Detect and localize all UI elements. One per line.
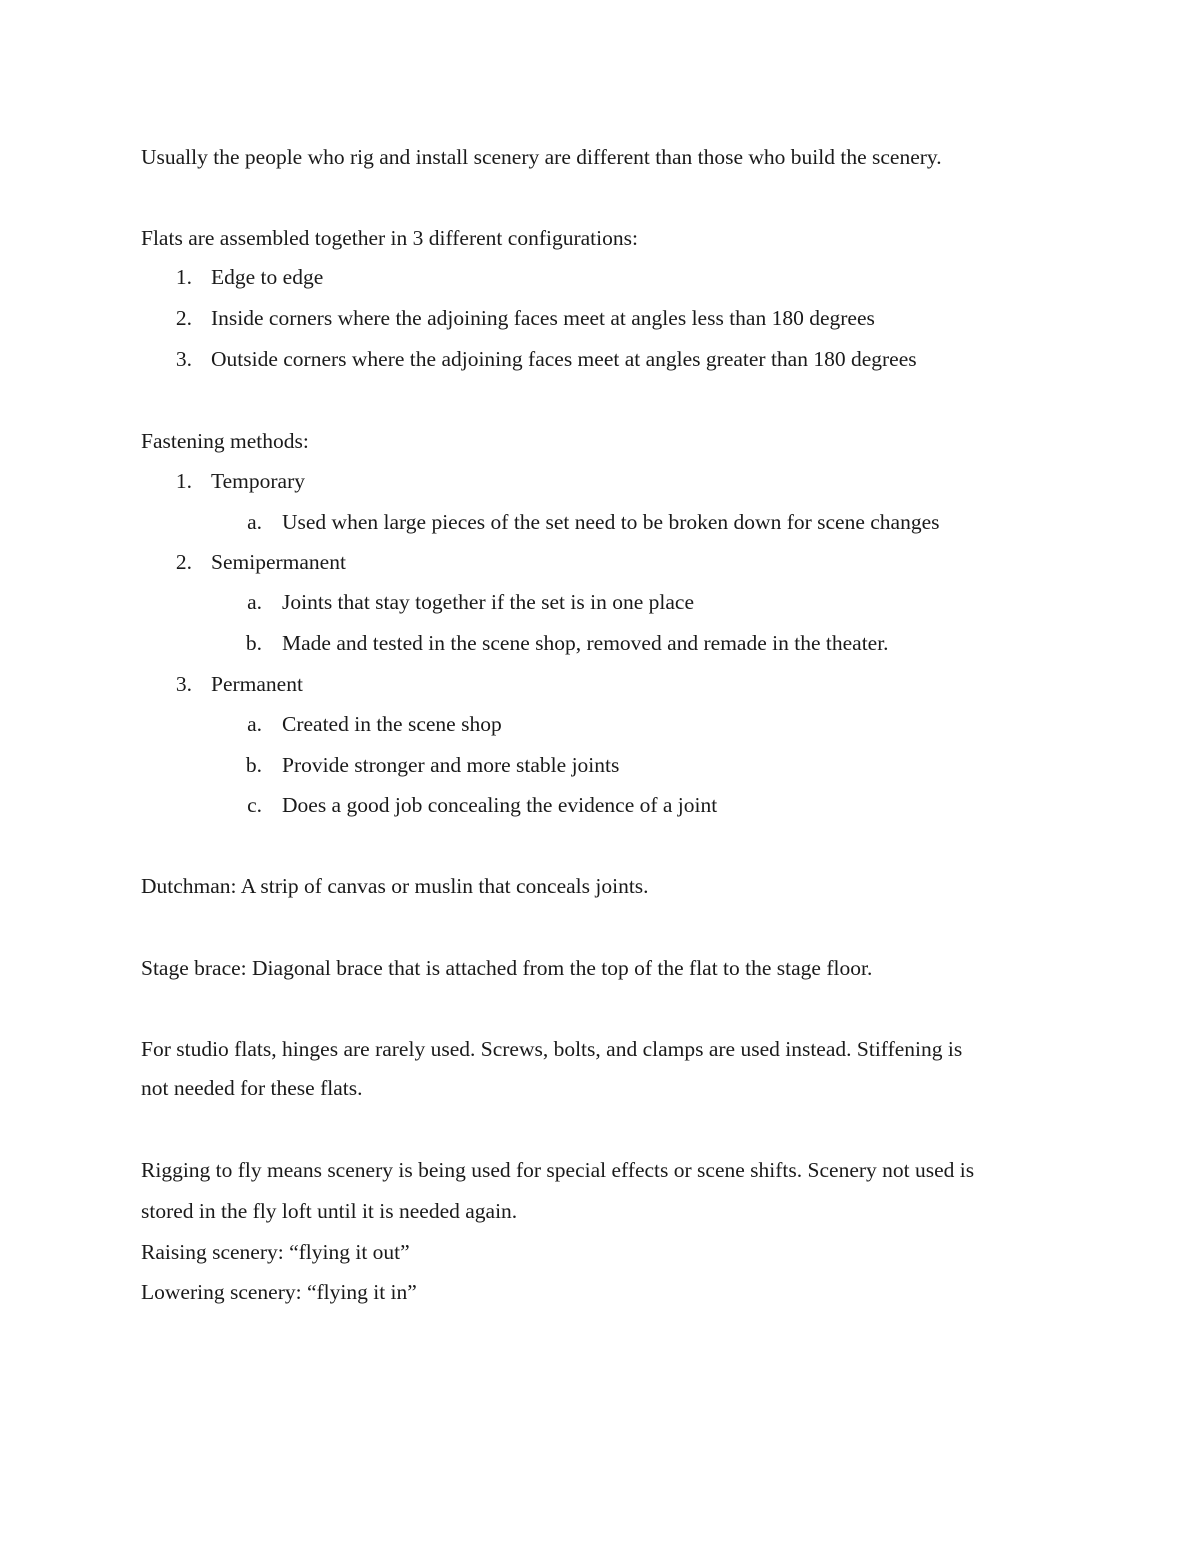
list-item: Edge to edge xyxy=(211,265,324,289)
sublist-marker: a. xyxy=(247,590,262,614)
list-item: Semipermanent xyxy=(211,550,346,574)
list-marker: 1. xyxy=(175,469,192,493)
sublist-marker: c. xyxy=(247,793,262,817)
rigging-line-1: Rigging to fly means scenery is being used for special effects or scene shifts. Scenery not used is xyxy=(141,1158,975,1182)
rigging-line-2: stored in the fly loft until it is needed again. xyxy=(141,1199,518,1223)
list-marker: 1. xyxy=(175,265,192,289)
list-item: Permanent xyxy=(211,672,303,696)
raising-scenery: Raising scenery: “flying it out” xyxy=(141,1240,410,1264)
intro-paragraph: Usually the people who rig and install scenery are different than those who build the scenery. xyxy=(141,145,942,169)
fastening-heading: Fastening methods: xyxy=(141,429,309,453)
list-marker: 2. xyxy=(175,306,192,330)
list-marker: 2. xyxy=(175,550,192,574)
list-marker: 3. xyxy=(175,672,192,696)
sublist-item: Created in the scene shop xyxy=(282,712,502,736)
studio-flats-line-1: For studio flats, hinges are rarely used. Screws, bolts, and clamps are used instead. Stiffening is xyxy=(141,1037,963,1061)
sublist-marker: b. xyxy=(245,753,262,777)
sublist-marker: a. xyxy=(247,510,262,534)
stage-brace-definition: Stage brace: Diagonal brace that is attached from the top of the flat to the stage floor. xyxy=(141,956,873,980)
sublist-item: Used when large pieces of the set need to be broken down for scene changes xyxy=(282,510,940,534)
sublist-marker: a. xyxy=(247,712,262,736)
lowering-scenery: Lowering scenery: “flying it in” xyxy=(141,1280,417,1304)
list-item: Inside corners where the adjoining faces meet at angles less than 180 degrees xyxy=(211,306,875,330)
sublist-marker: b. xyxy=(245,631,262,655)
flats-heading: Flats are assembled together in 3 different configurations: xyxy=(141,226,638,250)
sublist-item: Made and tested in the scene shop, removed and remade in the theater. xyxy=(282,631,889,655)
sublist-item: Provide stronger and more stable joints xyxy=(282,753,620,777)
list-item: Outside corners where the adjoining faces meet at angles greater than 180 degrees xyxy=(211,347,917,371)
dutchman-definition: Dutchman: A strip of canvas or muslin that conceals joints. xyxy=(141,874,649,898)
sublist-item: Joints that stay together if the set is in one place xyxy=(282,590,694,614)
sublist-item: Does a good job concealing the evidence of a joint xyxy=(282,793,718,817)
list-item: Temporary xyxy=(211,469,306,493)
studio-flats-line-2: not needed for these flats. xyxy=(141,1076,363,1100)
list-marker: 3. xyxy=(175,347,192,371)
